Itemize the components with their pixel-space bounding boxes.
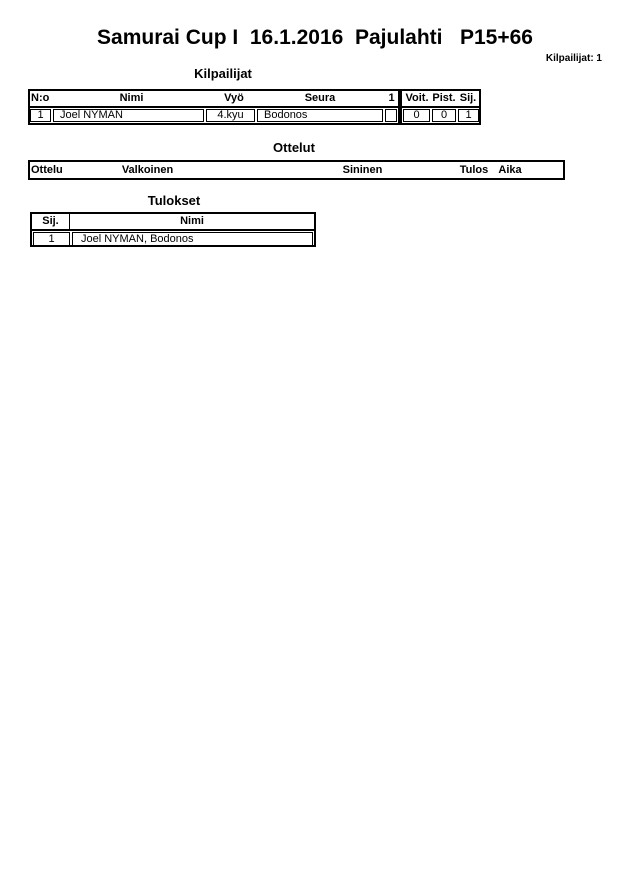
competitors-header-no: N:o: [31, 92, 50, 104]
competitors-header-wins: Voit.: [405, 92, 429, 104]
participants-count: Kilpailijat: 1: [545, 53, 602, 64]
results-header-divider: [69, 214, 70, 229]
competitors-header-points: Pist.: [432, 92, 456, 104]
competitor-wins: 0: [403, 109, 430, 122]
result-name: Joel NYMAN, Bodonos: [72, 232, 313, 246]
competitors-section-title: Kilpailijat: [194, 66, 252, 81]
results-table: [30, 212, 316, 247]
results-header-place: Sij.: [42, 215, 59, 227]
competitors-table: [28, 89, 481, 125]
matches-header-blue: Sininen: [342, 164, 383, 176]
result-place: 1: [33, 232, 70, 246]
competitors-header-place: Sij.: [459, 92, 477, 104]
page-title: Samurai Cup I 16.1.2016 Pajulahti P15+66: [97, 26, 533, 49]
results-header-separator: [32, 229, 314, 231]
matches-header-match: Ottelu: [31, 164, 63, 176]
matches-table: [28, 160, 565, 180]
competitors-header-belt: Vyö: [224, 92, 244, 104]
matches-header-white: Valkoinen: [121, 164, 174, 176]
competitor-match1: [385, 109, 397, 122]
competitor-place: 1: [458, 109, 479, 122]
competitors-section-divider: [398, 91, 402, 123]
matches-header-result: Tulos: [459, 164, 489, 176]
competitors-header-club: Seura: [304, 92, 336, 104]
matches-header-time: Aika: [498, 164, 522, 176]
competitor-points: 0: [432, 109, 456, 122]
competitor-no: 1: [30, 109, 51, 122]
competitor-club: Bodonos: [257, 109, 383, 122]
competitors-header-match1: 1: [388, 92, 395, 104]
results-section-title: Tulokset: [147, 193, 201, 208]
competitors-header-name: Nimi: [119, 92, 144, 104]
competitor-belt: 4.kyu: [206, 109, 255, 122]
competitor-name: Joel NYMAN: [53, 109, 204, 122]
matches-section-title: Ottelut: [273, 140, 315, 155]
results-header-name: Nimi: [180, 215, 204, 227]
competitors-header-separator: [30, 106, 479, 108]
